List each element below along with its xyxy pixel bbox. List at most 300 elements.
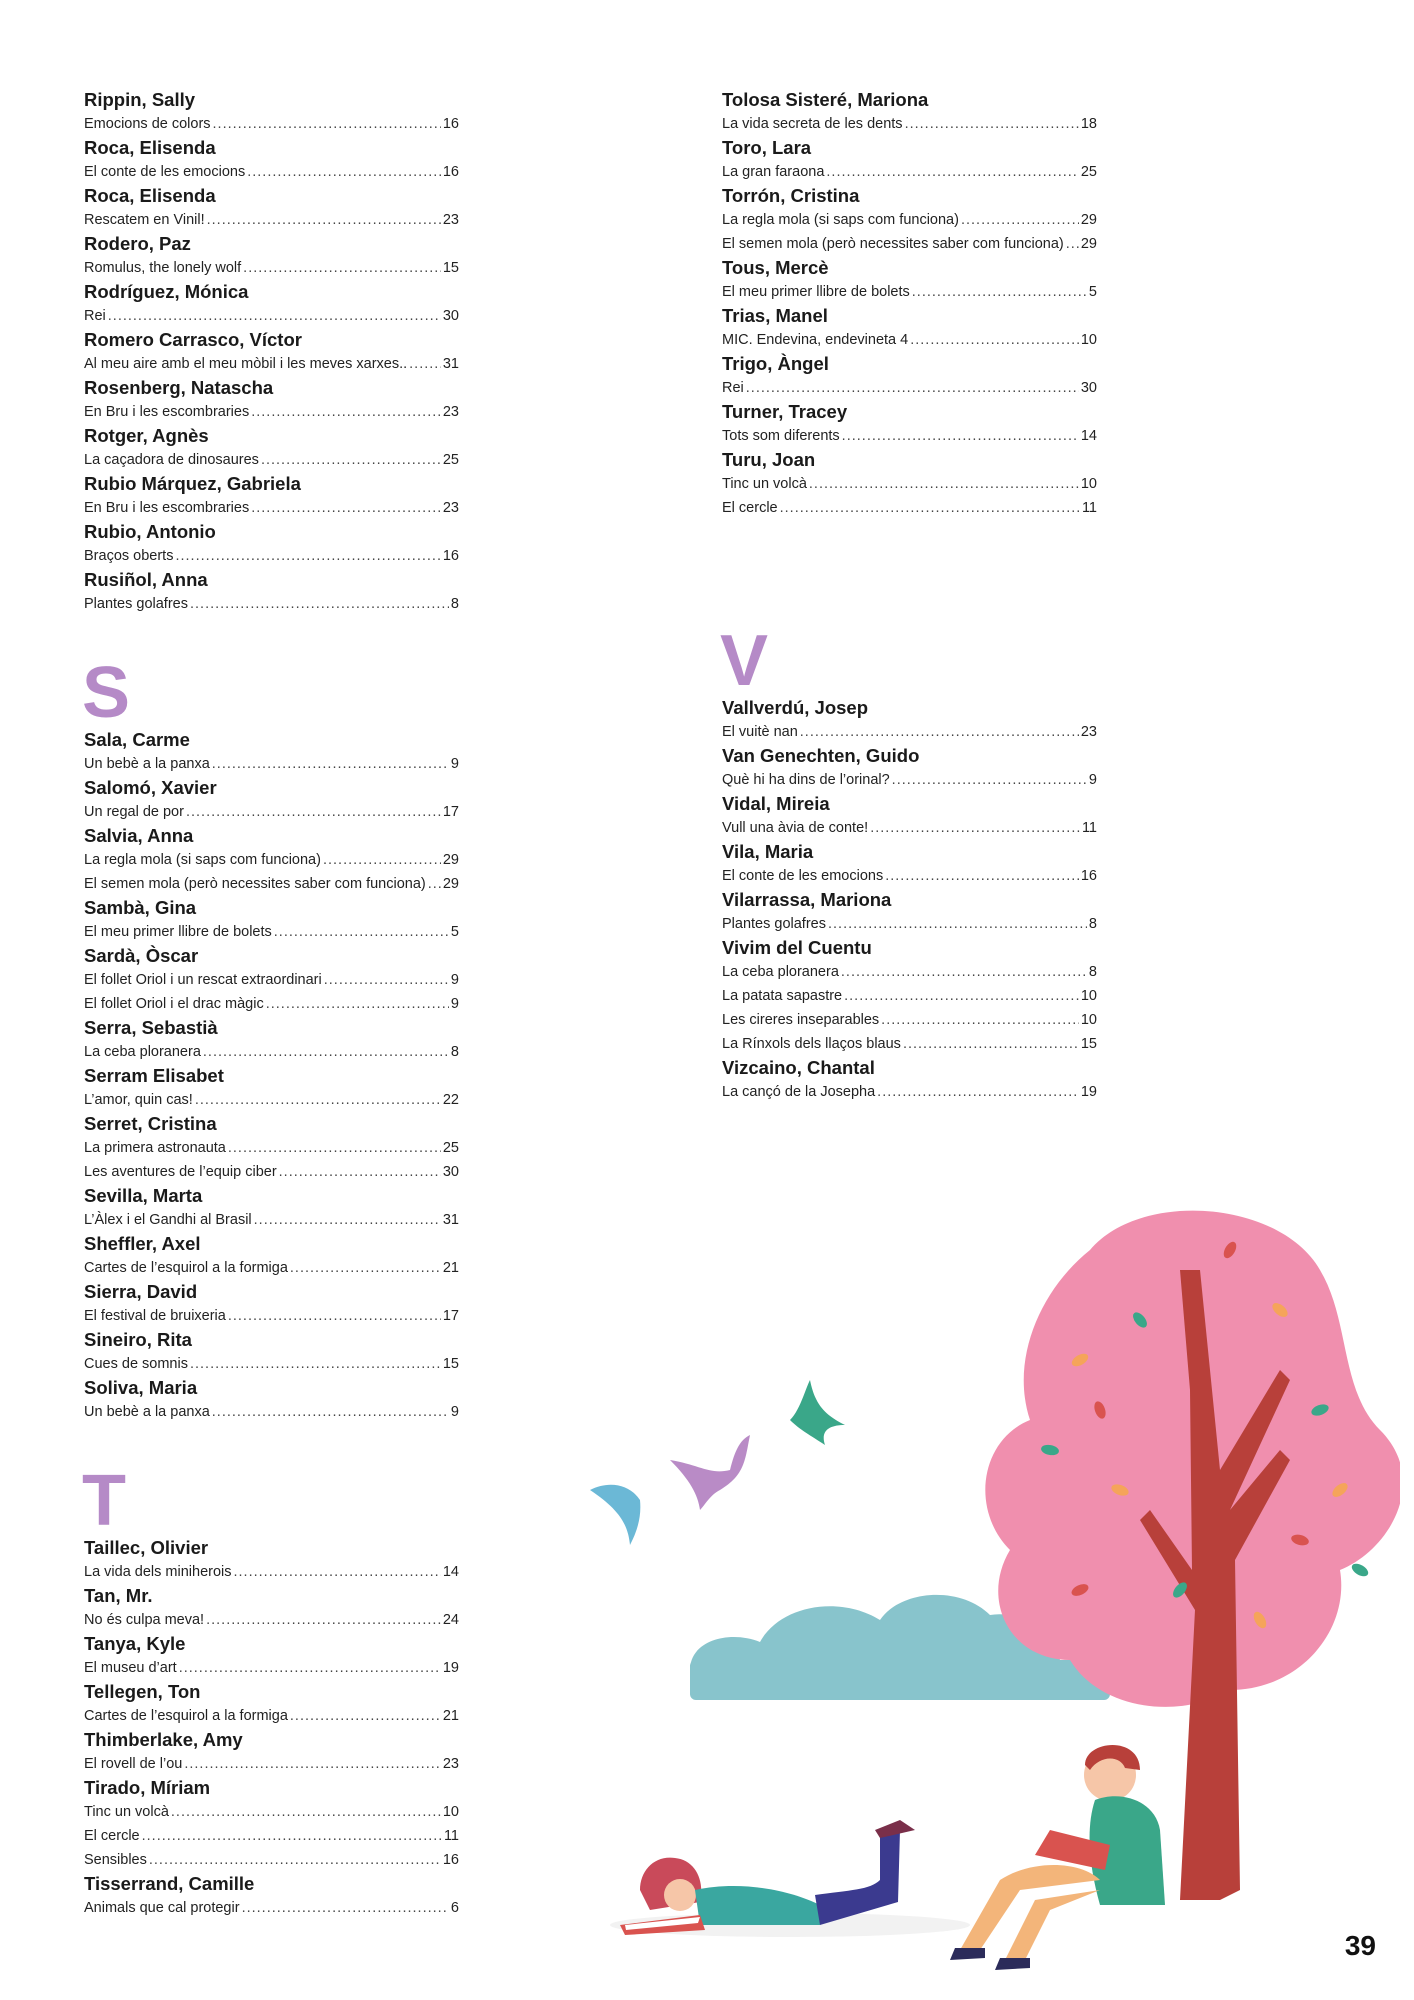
book-line [722,208,1097,232]
book-line [84,1136,459,1160]
book-title: El meu primer llibre de bolets [84,924,272,940]
page-ref: 19 [442,1660,459,1676]
section-letter-s: S [82,653,131,733]
leader-dots [212,752,449,776]
page-ref: 9 [450,1404,459,1420]
leader-dots [251,496,441,520]
book-line [84,1400,459,1424]
page-ref: 14 [1080,428,1097,444]
author-name: Vallverdú, Josep [722,697,869,718]
leader-dots [1066,232,1079,256]
index-entry [84,1584,459,1632]
page-ref: 30 [442,1164,459,1180]
author-name: Van Genechten, Guido [722,745,920,766]
book-line [84,800,459,824]
leader-dots [213,112,441,136]
author-name: Tirado, Míriam [84,1777,211,1798]
book-line [84,352,459,376]
author-name: Tellegen, Ton [84,1681,201,1702]
leader-dots [842,424,1079,448]
section-s [84,728,459,1424]
author-name: Vivim del Cuentu [722,937,872,958]
book-line [722,232,1097,256]
page-ref: 15 [442,1356,459,1372]
book-line [84,920,459,944]
page-ref: 30 [1080,380,1097,396]
page-ref: 16 [442,548,459,564]
page-ref: 15 [1080,1036,1097,1052]
book-line [84,848,459,872]
book-line [84,1256,459,1280]
book-line [84,400,459,424]
book-line [84,496,459,520]
book-title: El cercle [722,500,778,516]
index-entry [84,520,459,568]
book-title: Sensibles [84,1852,147,1868]
index-entry [84,1184,459,1232]
book-line [84,112,459,136]
leader-dots [323,848,441,872]
index-entry [722,840,1097,888]
index-entry [84,376,459,424]
book-line [722,768,1097,792]
book-line [84,968,459,992]
leader-dots [184,1752,441,1776]
book-title: El conte de les emocions [722,868,884,884]
author-name: Thimberlake, Amy [84,1729,243,1750]
page-ref: 5 [450,924,459,940]
page-ref: 9 [450,972,459,988]
leader-dots [961,208,1079,232]
leader-dots [149,1848,441,1872]
leader-dots [206,1608,441,1632]
book-line [84,1208,459,1232]
book-title: Cartes de l’esquirol a la formiga [84,1260,288,1276]
book-title: L’Àlex i el Gandhi al Brasil [84,1212,252,1228]
leader-dots [324,968,449,992]
page-ref: 21 [442,1708,459,1724]
index-entry [722,400,1097,448]
index-entry [722,744,1097,792]
index-entry [722,1056,1097,1104]
index-entry [84,232,459,280]
page-ref: 24 [442,1612,459,1628]
book-line [84,1848,459,1872]
index-entry [722,696,1097,744]
book-line [84,1704,459,1728]
book-line [84,160,459,184]
author-name: Rubio Márquez, Gabriela [84,473,301,494]
book-title: En Bru i les escombraries [84,404,250,420]
leader-dots [142,1824,442,1848]
book-title: Rescatem en Vinil! [84,212,205,228]
book-title: La gran faraona [722,164,825,180]
page-ref: 19 [1080,1084,1097,1100]
index-entry [84,1680,459,1728]
book-line [84,872,459,896]
book-title: La vida secreta de les dents [722,116,903,132]
leader-dots [910,328,1079,352]
page-ref: 10 [1080,476,1097,492]
page-ref: 6 [450,1900,459,1916]
book-line [84,544,459,568]
author-name: Tolosa Sisteré, Mariona [722,89,929,110]
author-name: Roca, Elisenda [84,137,216,158]
author-name: Turner, Tracey [722,401,848,422]
index-column-right [722,88,1097,1104]
leader-dots [179,1656,441,1680]
page-ref: 17 [442,804,459,820]
book-line [84,1352,459,1376]
index-entry [84,824,459,896]
page-ref: 9 [1088,772,1097,788]
page-ref: 23 [1080,724,1097,740]
book-line [722,424,1097,448]
author-name: Rubio, Antonio [84,521,216,542]
author-name: Roca, Elisenda [84,185,216,206]
book-title: Tots som diferents [722,428,840,444]
leader-dots [234,1560,441,1584]
index-entry [84,1232,459,1280]
book-title: El semen mola (però necessites saber com funciona) [722,236,1064,252]
index-entry [84,896,459,944]
page-ref: 5 [1088,284,1097,300]
page-ref: 18 [1080,116,1097,132]
book-title: Un regal de por [84,804,184,820]
leader-dots [746,376,1079,400]
book-title: Les cireres inseparables [722,1012,880,1028]
author-name: Sheffler, Axel [84,1233,201,1254]
leader-dots [190,1352,441,1376]
index-entry [84,944,459,1016]
book-line [722,816,1097,840]
book-title: El follet Oriol i el drac màgic [84,996,264,1012]
book-line [84,1800,459,1824]
author-name: Vizcaino, Chantal [722,1057,875,1078]
book-title: La primera astronauta [84,1140,226,1156]
page-ref: 25 [442,452,459,468]
author-name: Romero Carrasco, Víctor [84,329,302,350]
book-line [722,984,1097,1008]
page-ref: 29 [1080,236,1097,252]
page-ref: 11 [1081,820,1097,836]
index-entry [84,184,459,232]
page-ref: 17 [442,1308,459,1324]
book-line [84,208,459,232]
index-entry [722,256,1097,304]
page-ref: 29 [442,876,459,892]
index-entry [722,136,1097,184]
leader-dots [826,160,1078,184]
index-entry [722,304,1097,352]
author-name: Torrón, Cristina [722,185,860,206]
book-title: La regla mola (si saps com funciona) [722,212,959,228]
book-line [84,592,459,616]
book-title: Un bebè a la panxa [84,756,210,772]
page-ref: 23 [442,404,459,420]
page-ref: 15 [442,260,459,276]
section-t [84,1536,459,1920]
book-title: Plantes golafres [722,916,826,932]
leader-dots [885,864,1079,888]
section-letter-v: V [720,621,769,701]
index-entry [84,472,459,520]
leader-dots [877,1080,1079,1104]
book-line [84,304,459,328]
book-title: Rei [722,380,744,396]
leader-dots [254,1208,441,1232]
book-title: Cartes de l’esquirol a la formiga [84,1708,288,1724]
page-ref: 10 [1080,332,1097,348]
leader-dots [809,472,1079,496]
book-title: El semen mola (però necessites saber com funciona) [84,876,426,892]
book-line [84,448,459,472]
book-line [84,1160,459,1184]
index-entry [84,1728,459,1776]
author-name: Rosenberg, Natascha [84,377,274,398]
index-column-left [84,88,459,1920]
author-name: Sala, Carme [84,729,190,750]
author-name: Toro, Lara [722,137,812,158]
book-line [84,1040,459,1064]
index-entry [84,328,459,376]
page-ref: 16 [442,164,459,180]
leader-dots [247,160,441,184]
leader-dots [903,1032,1079,1056]
author-name: Sambà, Gina [84,897,197,918]
author-name: Rippin, Sally [84,89,196,110]
index-entry [84,1280,459,1328]
book-title: Vull una àvia de conte! [722,820,869,836]
book-title: Romulus, the lonely wolf [84,260,242,276]
book-title: El meu primer llibre de bolets [722,284,910,300]
book-line [84,1752,459,1776]
book-title: Un bebè a la panxa [84,1404,210,1420]
book-line [722,720,1097,744]
author-name: Turu, Joan [722,449,816,470]
page-ref: 23 [442,500,459,516]
page-ref: 31 [442,1212,459,1228]
book-line [84,1304,459,1328]
book-title: El museu d’art [84,1660,177,1676]
leader-dots [881,1008,1079,1032]
girl-reading-icon [610,1820,970,1937]
book-line [84,1560,459,1584]
index-entry [84,776,459,824]
leader-dots [175,544,440,568]
book-title: En Bru i les escombraries [84,500,250,516]
book-line [84,752,459,776]
book-line [722,160,1097,184]
leader-dots [251,400,441,424]
book-title: El vuitè nan [722,724,798,740]
author-name: Rusiñol, Anna [84,569,208,590]
author-name: Salomó, Xavier [84,777,217,798]
author-name: Serra, Sebastià [84,1017,218,1038]
book-title: El conte de les emocions [84,164,246,180]
book-line [722,1080,1097,1104]
page-ref: 14 [442,1564,459,1580]
book-title: Tinc un volcà [722,476,807,492]
leader-dots [780,496,1080,520]
page-ref: 29 [442,852,459,868]
tree-icon [985,1211,1400,1900]
author-name: Taillec, Olivier [84,1537,209,1558]
book-title: El festival de bruixeria [84,1308,226,1324]
author-name: Soliva, Maria [84,1377,198,1398]
section-r [84,88,459,616]
author-name: Vidal, Mireia [722,793,830,814]
index-entry [722,184,1097,256]
book-title: Cues de somnis [84,1356,188,1372]
book-title: La patata sapastre [722,988,843,1004]
leader-dots [290,1256,441,1280]
book-line [722,1008,1097,1032]
author-name: Tan, Mr. [84,1585,153,1606]
author-name: Sierra, David [84,1281,198,1302]
index-entry [722,88,1097,136]
page-ref: 10 [1080,988,1097,1004]
book-title: Les aventures de l’equip ciber [84,1164,277,1180]
index-entry [84,1776,459,1872]
book-line [722,864,1097,888]
page-ref: 16 [442,1852,459,1868]
leader-dots [203,1040,449,1064]
leader-dots [841,960,1087,984]
book-line [84,1824,459,1848]
leader-dots [242,1896,449,1920]
page-ref: 11 [1081,500,1097,516]
book-title: La Rínxols dels llaços blaus [722,1036,901,1052]
book-title: Plantes golafres [84,596,188,612]
author-name: Rodríguez, Mónica [84,281,249,302]
section-t-continued [722,88,1097,520]
page-ref: 9 [450,756,459,772]
author-name: Tisserrand, Camille [84,1873,255,1894]
leader-dots [274,920,449,944]
page-ref: 8 [1088,964,1097,980]
book-line [722,960,1097,984]
author-name: Trigo, Àngel [722,353,829,374]
author-name: Sineiro, Rita [84,1329,192,1350]
leader-dots [207,208,441,232]
index-entry [84,1016,459,1064]
book-title: No és culpa meva! [84,1612,205,1628]
author-name: Salvia, Anna [84,825,194,846]
page-ref: 10 [442,1804,459,1820]
page-ref: 30 [442,308,459,324]
book-title: Al meu aire amb el meu mòbil i les meves xarxes.. [84,356,408,372]
book-title: El rovell de l’ou [84,1756,183,1772]
index-entry [84,1632,459,1680]
author-name: Tanya, Kyle [84,1633,186,1654]
section-letter-t: T [82,1461,126,1541]
index-entry [722,352,1097,400]
index-entry [84,1328,459,1376]
page-ref: 25 [1080,164,1097,180]
bird-icon [590,1380,845,1545]
book-line [722,912,1097,936]
index-entry [84,424,459,472]
index-entry [722,792,1097,840]
book-line [722,112,1097,136]
book-line [84,256,459,280]
author-name: Sevilla, Marta [84,1185,203,1206]
book-title: Què hi ha dins de l’orinal? [722,772,890,788]
author-name: Serram Elisabet [84,1065,224,1086]
index-entry [722,888,1097,936]
book-title: La ceba ploranera [84,1044,201,1060]
index-entry [722,448,1097,520]
author-name: Rotger, Agnès [84,425,209,446]
book-title: El cercle [84,1828,140,1844]
book-title: Animals que cal protegir [84,1900,240,1916]
page-ref: 29 [1080,212,1097,228]
book-title: MIC. Endevina, endevineta 4 [722,332,909,348]
index-entry [84,1872,459,1920]
book-title: El follet Oriol i un rescat extraordinari [84,972,322,988]
page-ref: 31 [442,356,459,372]
book-line [722,1032,1097,1056]
book-title: Rei [84,308,106,324]
page-ref: 25 [442,1140,459,1156]
leader-dots [228,1136,441,1160]
page-ref: 10 [1080,1012,1097,1028]
leader-dots [912,280,1087,304]
index-entry [84,280,459,328]
leader-dots [212,1400,449,1424]
index-entry [84,1112,459,1184]
author-name: Trias, Manel [722,305,828,326]
index-entry [84,1064,459,1112]
book-line [722,328,1097,352]
leader-dots [279,1160,441,1184]
leader-dots [428,872,441,896]
book-title: La regla mola (si saps com funciona) [84,852,321,868]
book-line [84,1608,459,1632]
book-line [722,280,1097,304]
page-ref: 8 [450,1044,459,1060]
book-line [722,376,1097,400]
author-name: Serret, Cristina [84,1113,217,1134]
leader-dots [195,1088,441,1112]
author-name: Sardà, Òscar [84,945,199,966]
book-line [84,992,459,1016]
index-entry [84,88,459,136]
boy-reading-icon [950,1745,1165,1970]
book-title: La cançó de la Josepha [722,1084,876,1100]
book-title: Braços oberts [84,548,174,564]
book-line [84,1656,459,1680]
page-ref: 16 [442,116,459,132]
index-entry [722,936,1097,1056]
leader-dots [800,720,1079,744]
leader-dots [828,912,1087,936]
index-entry [84,568,459,616]
book-title: L’amor, quin cas! [84,1092,193,1108]
leader-dots [905,112,1079,136]
reading-illustration [580,1190,1400,1990]
page-ref: 22 [442,1092,459,1108]
page-number: 39 [1344,1930,1376,1961]
index-entry [84,728,459,776]
book-title: Emocions de colors [84,116,211,132]
leader-dots [409,352,441,376]
book-title: La vida dels miniherois [84,1564,232,1580]
book-line [84,1896,459,1920]
author-name: Vilarrassa, Mariona [722,889,892,910]
page-ref: 8 [450,596,459,612]
